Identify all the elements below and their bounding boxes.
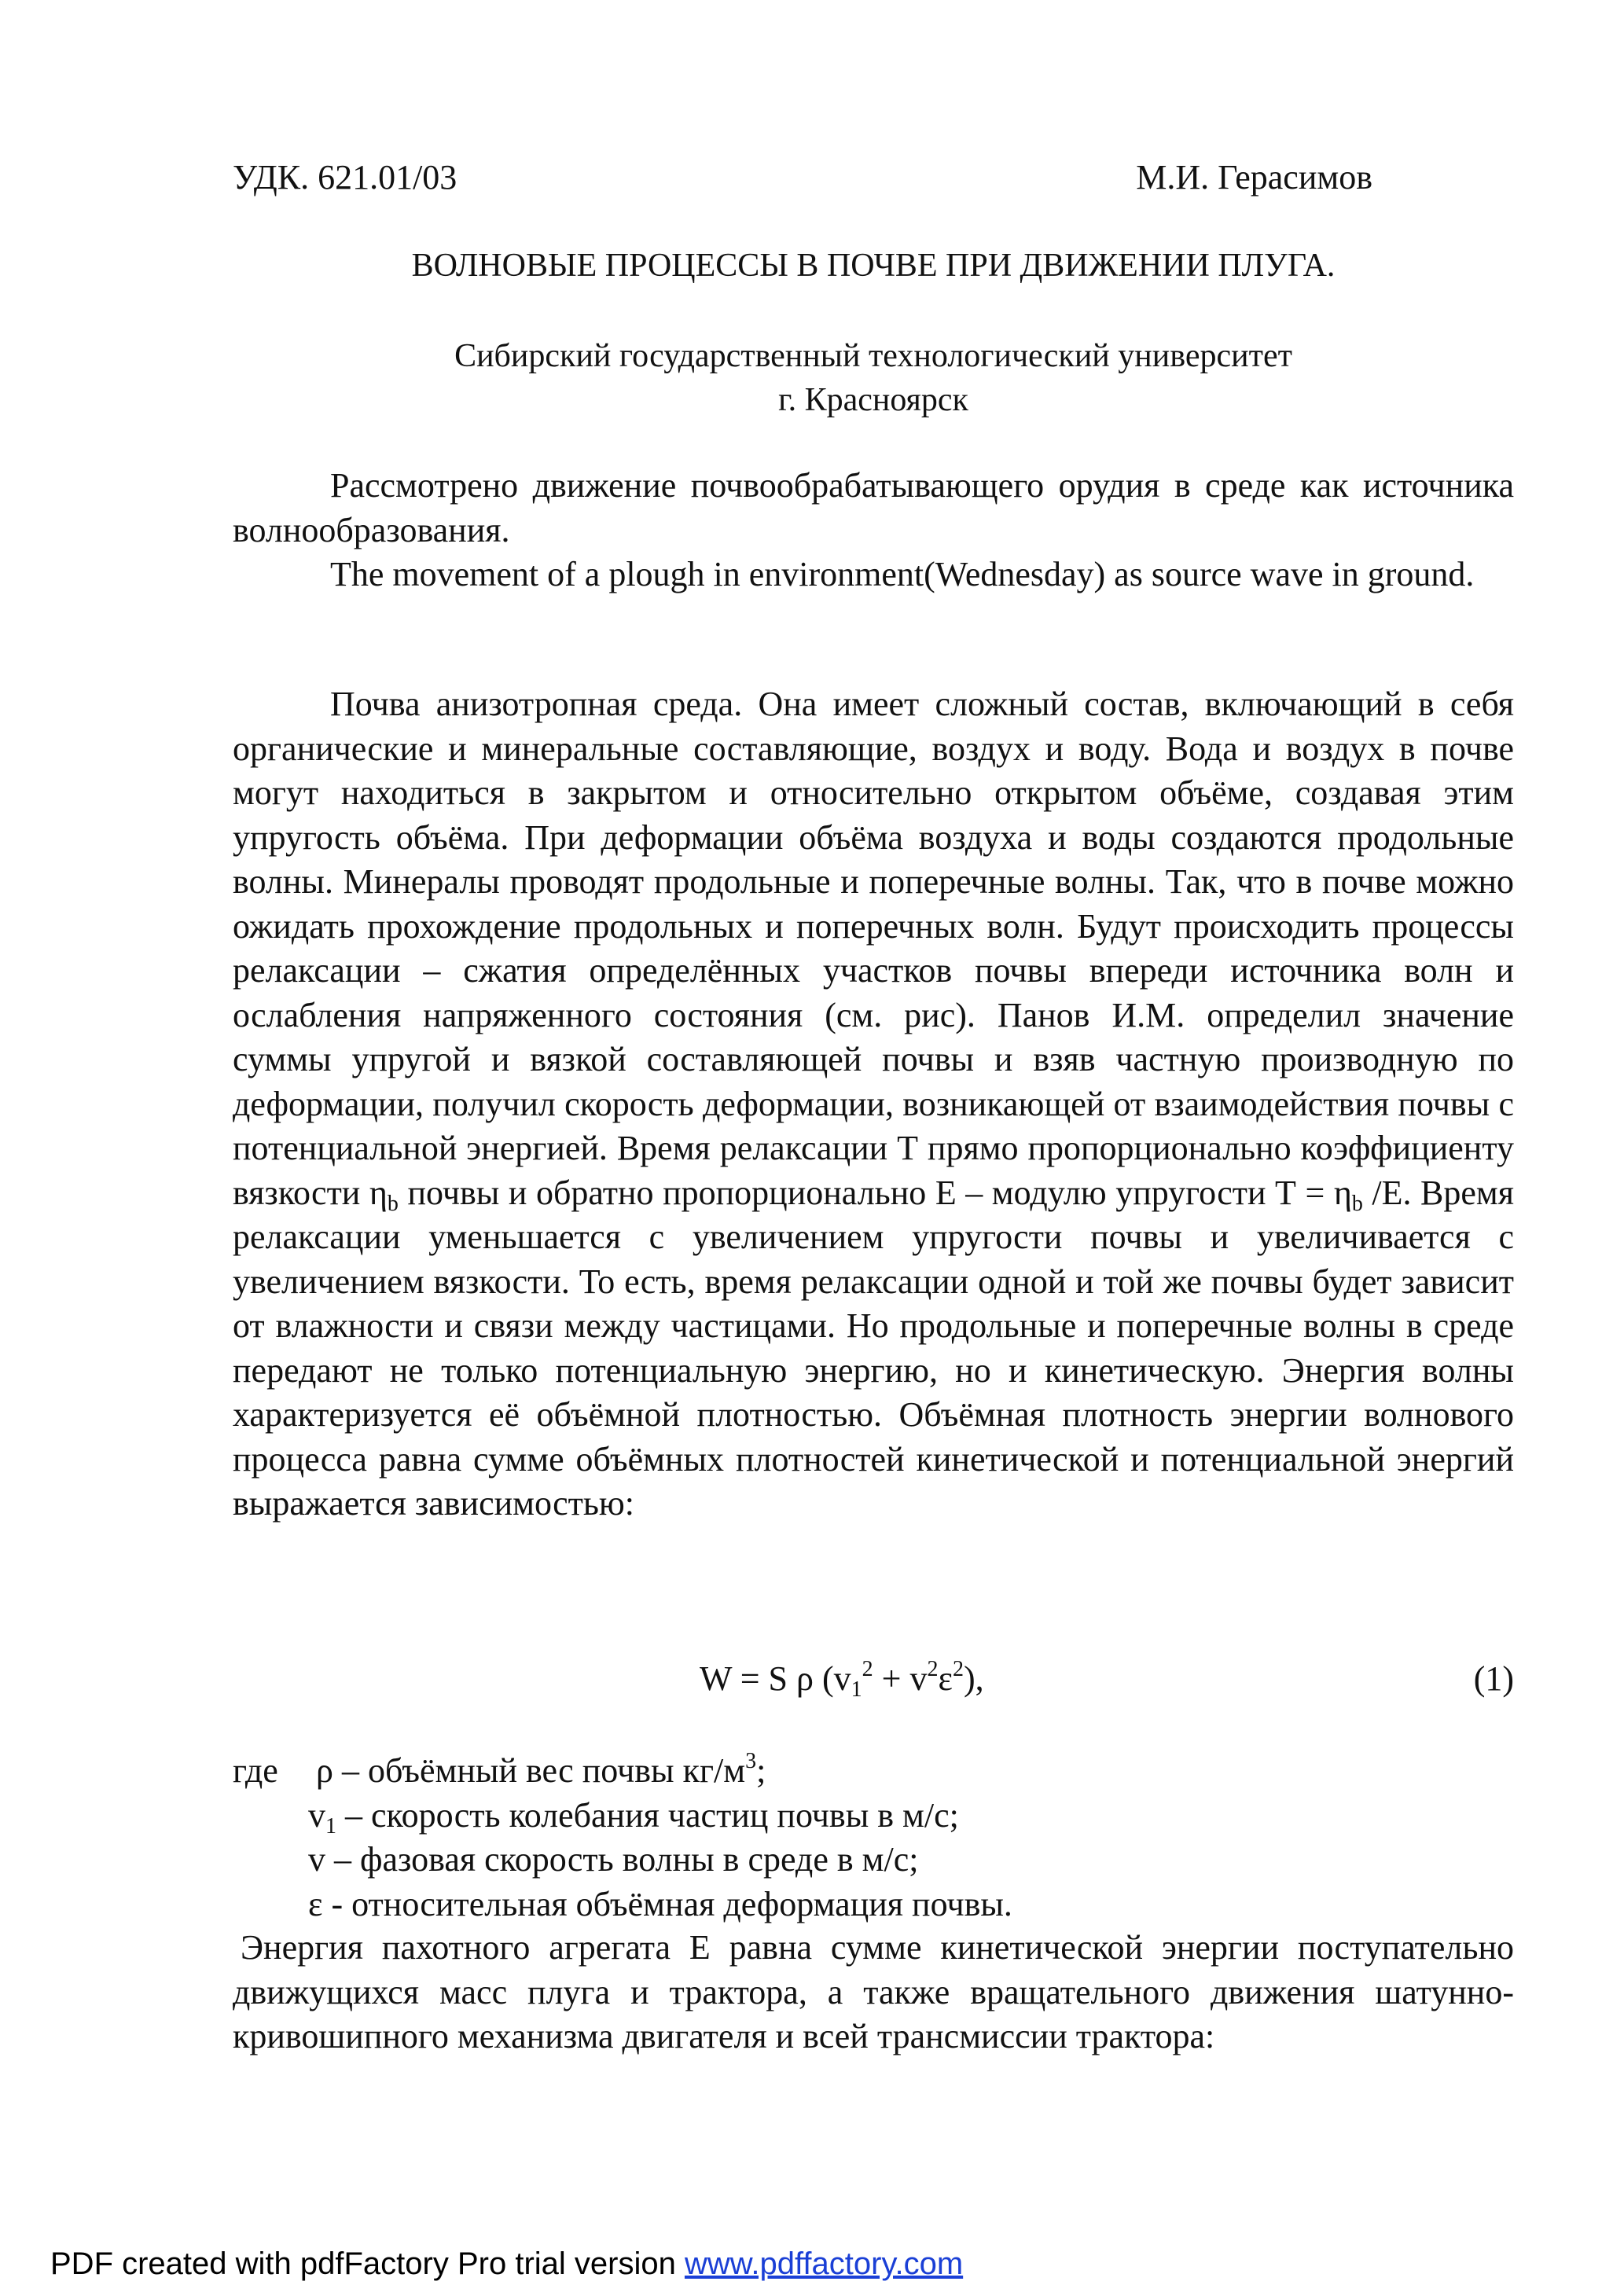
definition-rho <box>233 1749 1514 1794</box>
equation-number: (1) <box>1473 1659 1514 1698</box>
footer-link[interactable]: www.pdffactory.com <box>684 2246 964 2281</box>
abstract-ru: Рассмотрено движение почвообрабатывающего орудия в среде как источника волнообразования. <box>233 466 1514 549</box>
paragraph-1-part-c: /Е. Время релаксации уменьшается с увеличением упругости почвы и увеличивается с увеличением вязкости. То есть, время релаксации одной и той же почвы будет зависит от влажности и связи между частицами. Но продольные и поперечные волны в среде передают не только потенциальную энергию, но и кинетическую. Энергия волны характеризуется её объёмной плотностью. Объёмная плотность энергии волнового процесса равна сумме объёмных плотностей кинетической и потенциальной энергий выражается зависимостью: <box>233 1173 1515 1523</box>
footer-text: PDF created with pdfFactory Pro trial version <box>50 2246 685 2281</box>
rho-sup: 3 <box>745 1749 757 1773</box>
v1-text: – скорость колебания частиц почвы в м/с; <box>336 1795 959 1835</box>
eta-subscript: b <box>387 1191 399 1216</box>
where-label: где <box>233 1751 278 1790</box>
udk-code: УДК. 621.01/03 <box>233 158 457 197</box>
definition-epsilon <box>233 1883 1514 1927</box>
eta-subscript: b <box>1351 1191 1363 1216</box>
article-title: ВОЛНОВЫЕ ПРОЦЕССЫ В ПОЧВЕ ПРИ ДВИЖЕНИИ ПЛУГА. <box>411 248 1336 284</box>
definitions <box>233 1749 1514 1927</box>
eq-sup1: 2 <box>862 1657 873 1681</box>
v1-symbol: v <box>308 1795 325 1835</box>
eq-end: ), <box>963 1659 984 1698</box>
paragraph-1 <box>233 682 1514 1526</box>
eq-sup3: 2 <box>952 1657 964 1681</box>
eq-sub1: 1 <box>851 1677 862 1702</box>
v1-sub: 1 <box>325 1813 336 1839</box>
definition-v: v – фазовая скорость волны в среде в м/с; <box>308 1840 919 1879</box>
abstract-en: The movement of a plough in environment(Wednesday) as source wave in ground. <box>330 555 1475 593</box>
rho-end: ; <box>756 1751 766 1790</box>
tail-text <box>233 1926 1514 2059</box>
author-name: М.И. Герасимов <box>1136 158 1372 197</box>
epsilon-symbol: ε <box>308 1884 323 1923</box>
paragraph-2: Энергия пахотного агрегата Е равна сумме кинетической энергии поступательно движущихся масс плуга и трактора, а также вращательного движения шатунно-кривошипного механизма двигателя и всей трансмиссии трактора: <box>233 1928 1514 2055</box>
eq-lhs: W = S ρ (v <box>700 1659 851 1698</box>
pdf-footer <box>50 2246 963 2282</box>
epsilon-text: - относительная объёмная деформация почвы. <box>322 1884 1012 1923</box>
abstract <box>233 464 1514 597</box>
equation-formula <box>700 1657 984 1701</box>
city-name: г. Красноярск <box>778 382 968 418</box>
university-name: Сибирский государственный технологический университет <box>454 338 1292 374</box>
body-text <box>233 682 1514 1526</box>
eta-symbol: η <box>369 1173 388 1212</box>
eq-sup2: 2 <box>927 1657 939 1681</box>
definition-v1 <box>233 1794 1514 1839</box>
rho-symbol: ρ <box>316 1751 333 1790</box>
paragraph-1-part-b: почвы и обратно пропорционально Е – модулю упругости Т = <box>407 1173 1325 1212</box>
eq-mid: + v <box>873 1659 928 1698</box>
eq-epsilon: ε <box>938 1659 953 1698</box>
rho-text: – объёмный вес почвы кг/м <box>333 1751 746 1790</box>
paragraph-1-part-a: Почва анизотропная среда. Она имеет сложный состав, включающий в себя органические и минеральные составляющие, воздух и воду. Вода и воздух в почве могут находиться в закрытом и относительно открытом объёме, создавая этим упругость объёма. При деформации объёма воздуха и воды создаются продольные волны. Минералы проводят продольные и поперечные волны. Так, что в почве можно ожидать прохождение продольных и поперечных волн. Будут происходить процессы релаксации – сжатия определённых участков почвы впереди источника волн и ослабления напряженного состояния (см. рис). Панов И.М. определил значение суммы упругой и вязкой составляющей почвы и взяв частную производную по деформации, получил скорость деформации, возникающей от взаимодействия почвы с потенциальной энергией. Время релаксации Т прямо пропорционально коэффициенту вязкости <box>233 685 1514 1212</box>
affiliation <box>233 334 1514 422</box>
eta-symbol: η <box>1333 1173 1352 1212</box>
